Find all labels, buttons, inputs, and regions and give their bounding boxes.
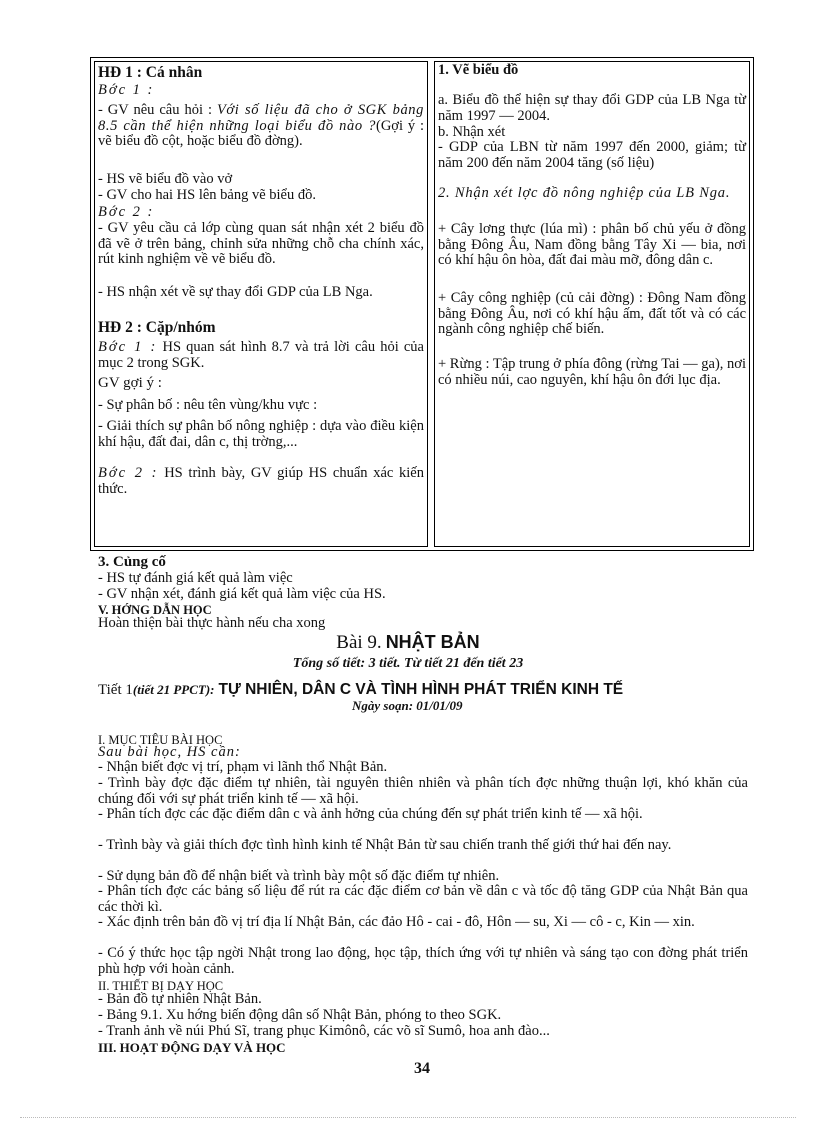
activities-title: III. HOẠT ĐỘNG DẠY VÀ HỌC [98,1040,286,1055]
equipment-item: - Bản đồ tự nhiên Nhật Bản. [98,991,262,1007]
hd2-p2: GV gợi ý : [98,375,162,391]
hd2-title: HĐ 2 : Cặp/nhóm [98,319,216,336]
objective-item: - Sử dụng bản đồ để nhận biết và trình bày một số đặc điểm tự nhiên. [98,868,500,884]
objectives-title: I. MỤC TIÊU BÀI HỌC [98,733,223,747]
section-title-agri-map: 2. Nhận xét lợc đồ nông nghiệp của LB Nga. [438,185,731,201]
lesson-tiet: Tiết 1(tiết 21 PPCT): TỰ NHIÊN, DÂN C VÀ TÌNH HÌNH PHÁT TRIỂN KINH TẾ [98,681,624,698]
consolidate-l2: - GV nhận xét, đánh giá kết quả làm việc của HS. [98,586,386,602]
hd1-step2: Bớc 2 : [98,204,155,220]
hd2-p5: Bớc 2 : HS trình bày, GV giúp HS chuẩn xác kiến thức. [98,465,424,497]
consolidate-l1: - HS tự đánh giá kết quả làm việc [98,570,293,586]
hd1-p3: - GV cho hai HS lên bảng vẽ biểu đồ. [98,187,316,203]
hd1-question: - GV nêu câu hỏi : Với số liệu đã cho ở SGK bảng 8.5 cần thể hiện những loại biểu đồ nào ?(Gợi ý : vẽ biểu đồ cột, hoặc biểu đồ đờng). [98,102,425,149]
lesson-heading: Bài 9. NHẬT BẢN [336,632,480,653]
page-bottom-border [20,1117,796,1118]
right-p6: + Rừng : Tập trung ở phía đông (rừng Tai — ga), nơi có nhiều núi, cao nguyên, khí hậu ôn đới lục địa. [438,356,746,388]
right-p5: + Cây công nghiệp (củ cải đờng) : Đông Nam đồng bằng Đông Âu, nơi có khí hậu ấm, đất tốt và có các ngành công nghiệp chế biến. [438,290,746,337]
consolidate-title: 3. Củng cố [98,554,166,570]
right-p4: + Cây lơng thực (lúa mì) : phân bố chủ yếu ở đồng bằng Đông Âu, Nam đồng bằng Tây Xi — bia, nơi có khí hậu ôn hòa, đất đai màu mỡ, đông dân c. [438,221,746,268]
equipment-item: - Tranh ảnh về núi Phú Sĩ, trang phục Kimônô, các võ sĩ Sumô, hoa anh đào... [98,1023,550,1039]
right-p2: b. Nhận xét [438,124,506,140]
hd2-p4: - Giải thích sự phân bố nông nghiệp : dựa vào điều kiện khí hậu, đất đai, dân c, thị trờng,... [98,418,424,450]
hd1-p5: - HS nhận xét về sự thay đổi GDP của LB Nga. [98,284,373,300]
hd1-p2: - HS vẽ biểu đồ vào vở [98,171,233,187]
equipment-item: - Bảng 9.1. Xu hớng biến động dân số Nhật Bản, phóng to theo SGK. [98,1007,502,1023]
equipment-title: II. THIẾT BỊ DẠY HỌC [98,979,224,993]
hd1-step1: Bớc 1 : [98,82,155,98]
objective-item: - Phân tích đợc các bảng số liệu để rút ra các đặc điểm cơ bản về dân c và tốc độ tăng GDP của Nhật Bản qua các thời kì. [98,883,748,915]
objective-item: - Nhận biết đợc vị trí, phạm vi lãnh thổ Nhật Bản. [98,759,388,775]
section-title-draw-chart: 1. Vẽ biểu đồ [438,62,519,78]
right-p1: a. Biểu đồ thể hiện sự thay đổi GDP của LB Nga từ năm 1997 — 2004. [438,92,746,124]
hd2-p3: - Sự phân bố : nêu tên vùng/khu vực : [98,397,318,413]
lesson-date: Ngày soạn: 01/01/09 [352,698,463,713]
right-p3: - GDP của LBN từ năm 1997 đến 2000, giảm; từ năm 200 đến năm 2004 tăng (số liệu) [438,139,746,171]
page-number: 34 [414,1060,430,1077]
guide-l1: Hoàn thiện bài thực hành nếu cha xong [98,615,326,631]
objective-item: - Xác định trên bản đồ vị trí địa lí Nhật Bản, các đảo Hô - cai - đô, Hôn — su, Xi — cô - c, Kin — xin. [98,914,695,930]
hd1-title: HĐ 1 : Cá nhân [98,64,203,81]
objectives-subtitle: Sau bài học, HS cần: [98,744,241,760]
objective-item: - Trình bày và giải thích đợc tình hình kinh tế Nhật Bản từ sau chiến tranh thế giới thứ hai đến nay. [98,837,672,853]
guide-title: V. HỚNG DẪN HỌC [98,603,212,617]
objective-item: - Có ý thức học tập ngời Nhật trong lao động, học tập, thích ứng với tự nhiên và sáng tạo con đờng phát triển phù hợp với hoàn cảnh. [98,945,748,977]
hd2-p1: Bớc 1 : HS quan sát hình 8.7 và trả lời câu hỏi của mục 2 trong SGK. [98,339,424,371]
objective-item: - Trình bày đợc đặc điểm tự nhiên, tài nguyên thiên nhiên và phân tích đợc những thuận lợi, khó khăn của chúng đối với sự phát triển kinh tế — xã hội. [98,775,748,807]
lesson-total: Tổng số tiết: 3 tiết. Từ tiết 21 đến tiết 23 [292,656,524,671]
hd1-p4: - GV yêu cầu cả lớp cùng quan sát nhận xét 2 biểu đồ đã vẽ ở trên bảng, chỉnh sửa những chỗ cha chính xác, rút kinh nghiệm về vẽ biểu đồ. [98,220,424,267]
objective-item: - Phân tích đợc các đặc điểm dân c và ảnh hởng của chúng đến sự phát triển kinh tế — xã hội. [98,806,643,822]
